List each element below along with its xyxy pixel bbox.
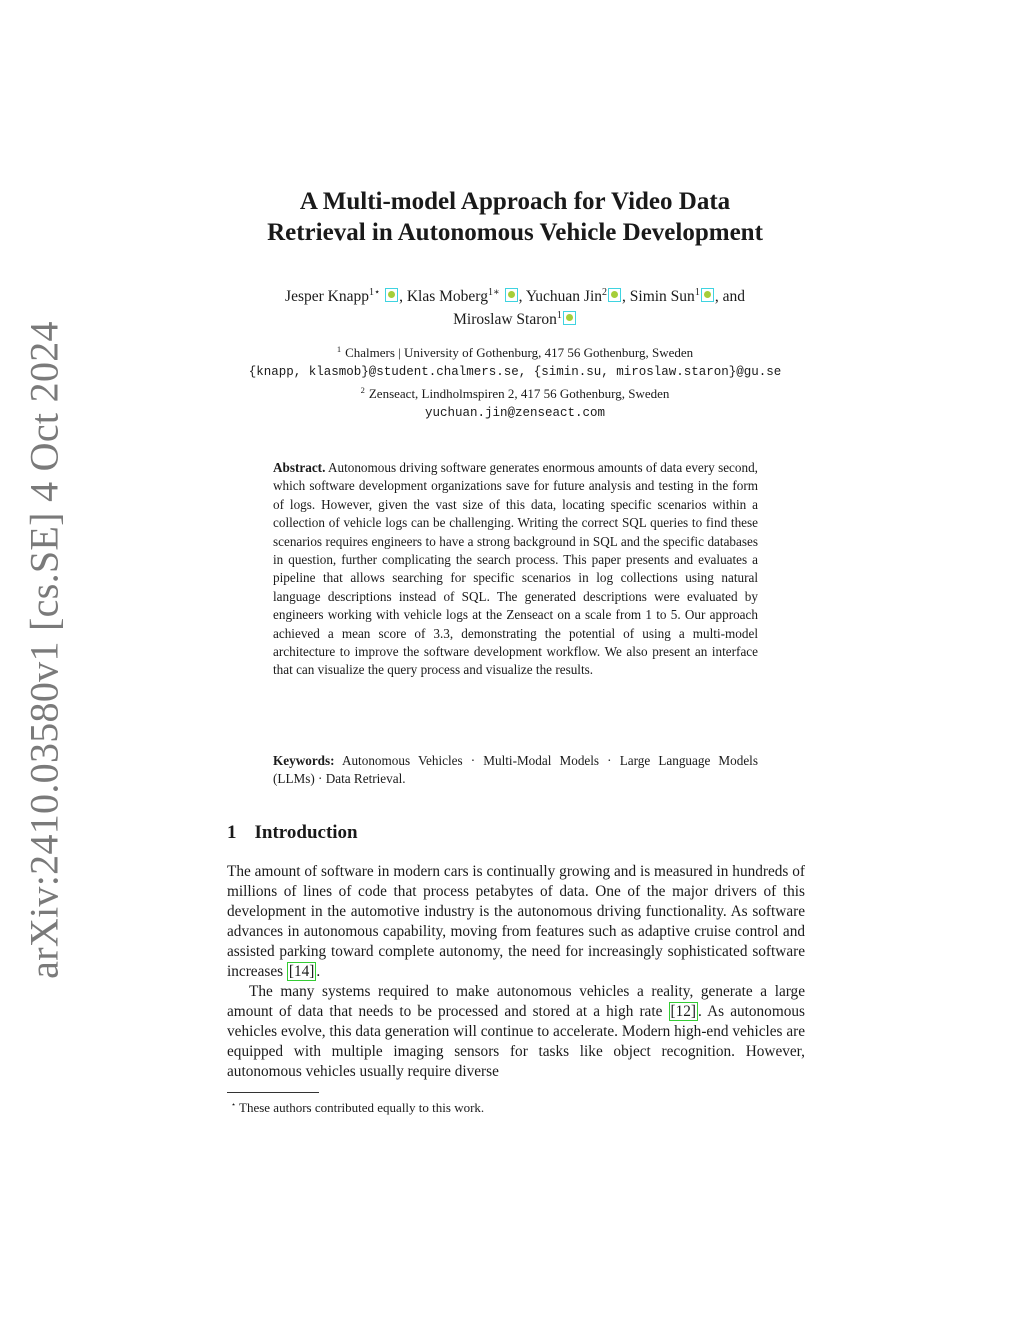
citation-link[interactable]: [14]	[288, 963, 315, 980]
affiliation-2-email: yuchuan.jin@zenseact.com	[424, 405, 606, 420]
orcid-icon[interactable]	[505, 288, 518, 302]
title-line-2: Retrieval in Autonomous Vehicle Development	[267, 219, 763, 246]
abstract-text: Autonomous driving software generates enormous amounts of data every second, which software development organizations save for future analysis and testing in the form of logs. However, given the vast size of this data, locating specific scenarios within a collection of vehicle logs can be challenging. Writing the correct SQL queries to find these scenarios requires engineers to have a strong background in SQL and the specific databases in question, further complicating the search process. This paper presents and evaluates a pipeline that allows searching for specific scenarios in log collections using natural language descriptions instead of SQL. The generated descriptions were evaluated by engineers working with vehicle logs at the Zenseact on a scale from 1 to 5. Our approach achieved a mean score of 3.3, demonstrating the potential of using a multi-model architecture to improve the software development workflow. We also present an interface that can visualize the query process and visualize the results.	[273, 460, 758, 678]
paragraph: The amount of software in modern cars is continually growing and is measured in hundreds of millions of lines of code that process petabytes of data. One of the major drivers of this development in the automotive industry is the autonomous driving functionality. As software advances in autonomous capability, moving from features such as adaptive cruise control and assisted parking toward complete autonomy, the need for increasingly sophisticated software increases [14] .	[227, 863, 805, 980]
section-number: 1	[227, 822, 237, 843]
affiliation-2: $^2$ Zenseact, Lindholmspiren 2, 417 56 Gothenburg, Sweden	[360, 385, 670, 401]
affiliation-1-emails: {knapp, klasmob}@student.chalmers.se, {simin.su, miroslaw.staron}@gu.se	[248, 364, 782, 379]
title-line-1: A Multi-model Approach for Video Data	[299, 188, 731, 215]
affiliations	[200, 340, 830, 422]
keywords-label: Keywords:	[273, 753, 335, 768]
affiliation-1: $^1$ Chalmers | University of Gothenburg, 417 56 Gothenburg, Sweden	[336, 344, 694, 360]
author-name: Yuchuan Jin	[525, 288, 603, 305]
author-affil-mark: 1	[694, 287, 700, 298]
abstract	[273, 459, 758, 680]
paper-title	[200, 186, 830, 248]
author-affil-mark: 1∗	[487, 287, 500, 298]
footnote-text: These authors contributed equally to this work.	[239, 1100, 485, 1115]
body-text	[227, 862, 805, 1082]
orcid-icon[interactable]	[385, 288, 398, 302]
author-list: Jesper Knapp$^{1⋆}$ , Klas Moberg$^{1∗}$ , Yuchuan Jin$^2$ , Simin Sun$^1$ , and Miroslaw Staron$^1$	[285, 287, 745, 328]
keywords	[273, 752, 758, 789]
author-name: Simin Sun	[629, 288, 695, 305]
author-affil-mark: 2	[602, 287, 608, 298]
orcid-icon[interactable]	[701, 288, 714, 302]
section-title: Introduction	[254, 822, 358, 843]
orcid-icon[interactable]	[563, 311, 576, 325]
citation-link[interactable]: [12]	[670, 1003, 696, 1020]
author-name: Klas Moberg	[406, 288, 488, 305]
keywords-text: Autonomous Vehicles · Multi-Modal Models · Large Language Models (LLMs) · Data Retrieval.	[273, 753, 758, 787]
section-heading	[227, 822, 358, 844]
footnote	[231, 1096, 484, 1116]
orcid-icon[interactable]	[608, 288, 621, 302]
author-affil-mark: 1	[556, 310, 562, 321]
arxiv-identifier: arXiv:2410.03580v1 [cs.SE] 4 Oct 2024	[21, 321, 67, 979]
footnote-rule	[227, 1092, 319, 1093]
author-affil-mark: 1⋆	[368, 287, 381, 298]
author-name: Miroslaw Staron	[453, 311, 557, 328]
paragraph: The many systems required to make autonomous vehicles a reality, generate a large amount of data that needs to be processed and stored at a high rate [12] . As autonomous vehicles evolve, this data generation will continue to accelerate. Modern high-end vehicles are equipped with multiple imaging sensors for tasks like object recognition. However, autonomous vehicles usually require diverse	[227, 983, 805, 1080]
abstract-label: Abstract.	[273, 460, 326, 475]
footnote-mark: ⋆	[231, 1100, 237, 1109]
author-name: Jesper Knapp	[285, 288, 369, 305]
